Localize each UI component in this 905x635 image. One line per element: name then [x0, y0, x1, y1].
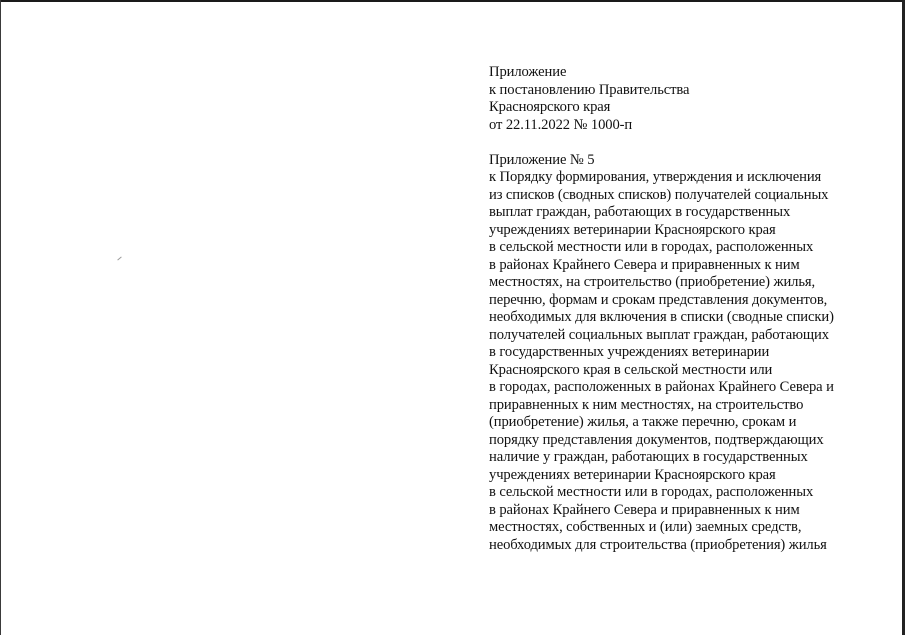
appendix-5-line: (приобретение) жилья, а также перечню, срокам и [489, 414, 797, 430]
appendix-5-line: в районах Крайнего Севера и приравненных к ним [489, 501, 800, 518]
appendix-text-block [489, 64, 899, 554]
appendix-5-line: Красноярского края в сельской местности или [489, 361, 773, 378]
appendix-5-header [489, 152, 899, 555]
appendix-5-line: в сельской местности или в городах, расположенных [489, 239, 814, 255]
appendix-5-line: наличие у граждан, работающих в государственных [489, 449, 808, 465]
header-line: от 22.11.2022 № 1000-п [489, 116, 633, 133]
appendix-5-line: необходимых для включения в списки (сводные списки) [489, 309, 834, 325]
header-line: Приложение [489, 64, 567, 80]
appendix-5-line: выплат граждан, работающих в государственных [489, 204, 791, 220]
appendix-5-line: в сельской местности или в городах, расположенных [489, 484, 814, 500]
appendix-5-line: получателей социальных выплат граждан, работающих [489, 326, 829, 343]
appendix-5-line: необходимых для строительства (приобретения) жилья [489, 536, 827, 553]
appendix-5-line: местностях, на строительство (приобретение) жилья, [489, 274, 816, 290]
appendix-5-line: порядку представления документов, подтверждающих [489, 431, 824, 448]
appendix-5-line: в районах Крайнего Севера и приравненных к ним [489, 256, 800, 273]
header-line: к постановлению Правительства [489, 81, 690, 98]
appendix-5-line: перечню, формам и срокам представления документов, [489, 291, 828, 308]
scan-left-edge [0, 0, 1, 635]
scan-top-edge [0, 0, 905, 2]
appendix-5-line: учреждениях ветеринарии Красноярского края [489, 221, 776, 238]
paragraph-gap [489, 134, 899, 152]
appendix-5-line: учреждениях ветеринарии Красноярского края [489, 466, 776, 483]
appendix-5-line: местностях, собственных и (или) заемных средств, [489, 519, 802, 535]
scan-speck [117, 257, 121, 261]
appendix-5-line: из списков (сводных списков) получателей социальных [489, 186, 829, 203]
header-line: Красноярского края [489, 99, 611, 115]
appendix-5-line: в городах, расположенных в районах Крайнего Севера и [489, 379, 834, 395]
appendix-5-line: Приложение № 5 [489, 151, 595, 168]
appendix-5-line: приравненных к ним местностях, на строительство [489, 396, 804, 413]
appendix-5-line: к Порядку формирования, утверждения и исключения [489, 169, 822, 185]
appendix-5-line: в государственных учреждениях ветеринарии [489, 344, 770, 360]
appendix-header [489, 64, 899, 134]
